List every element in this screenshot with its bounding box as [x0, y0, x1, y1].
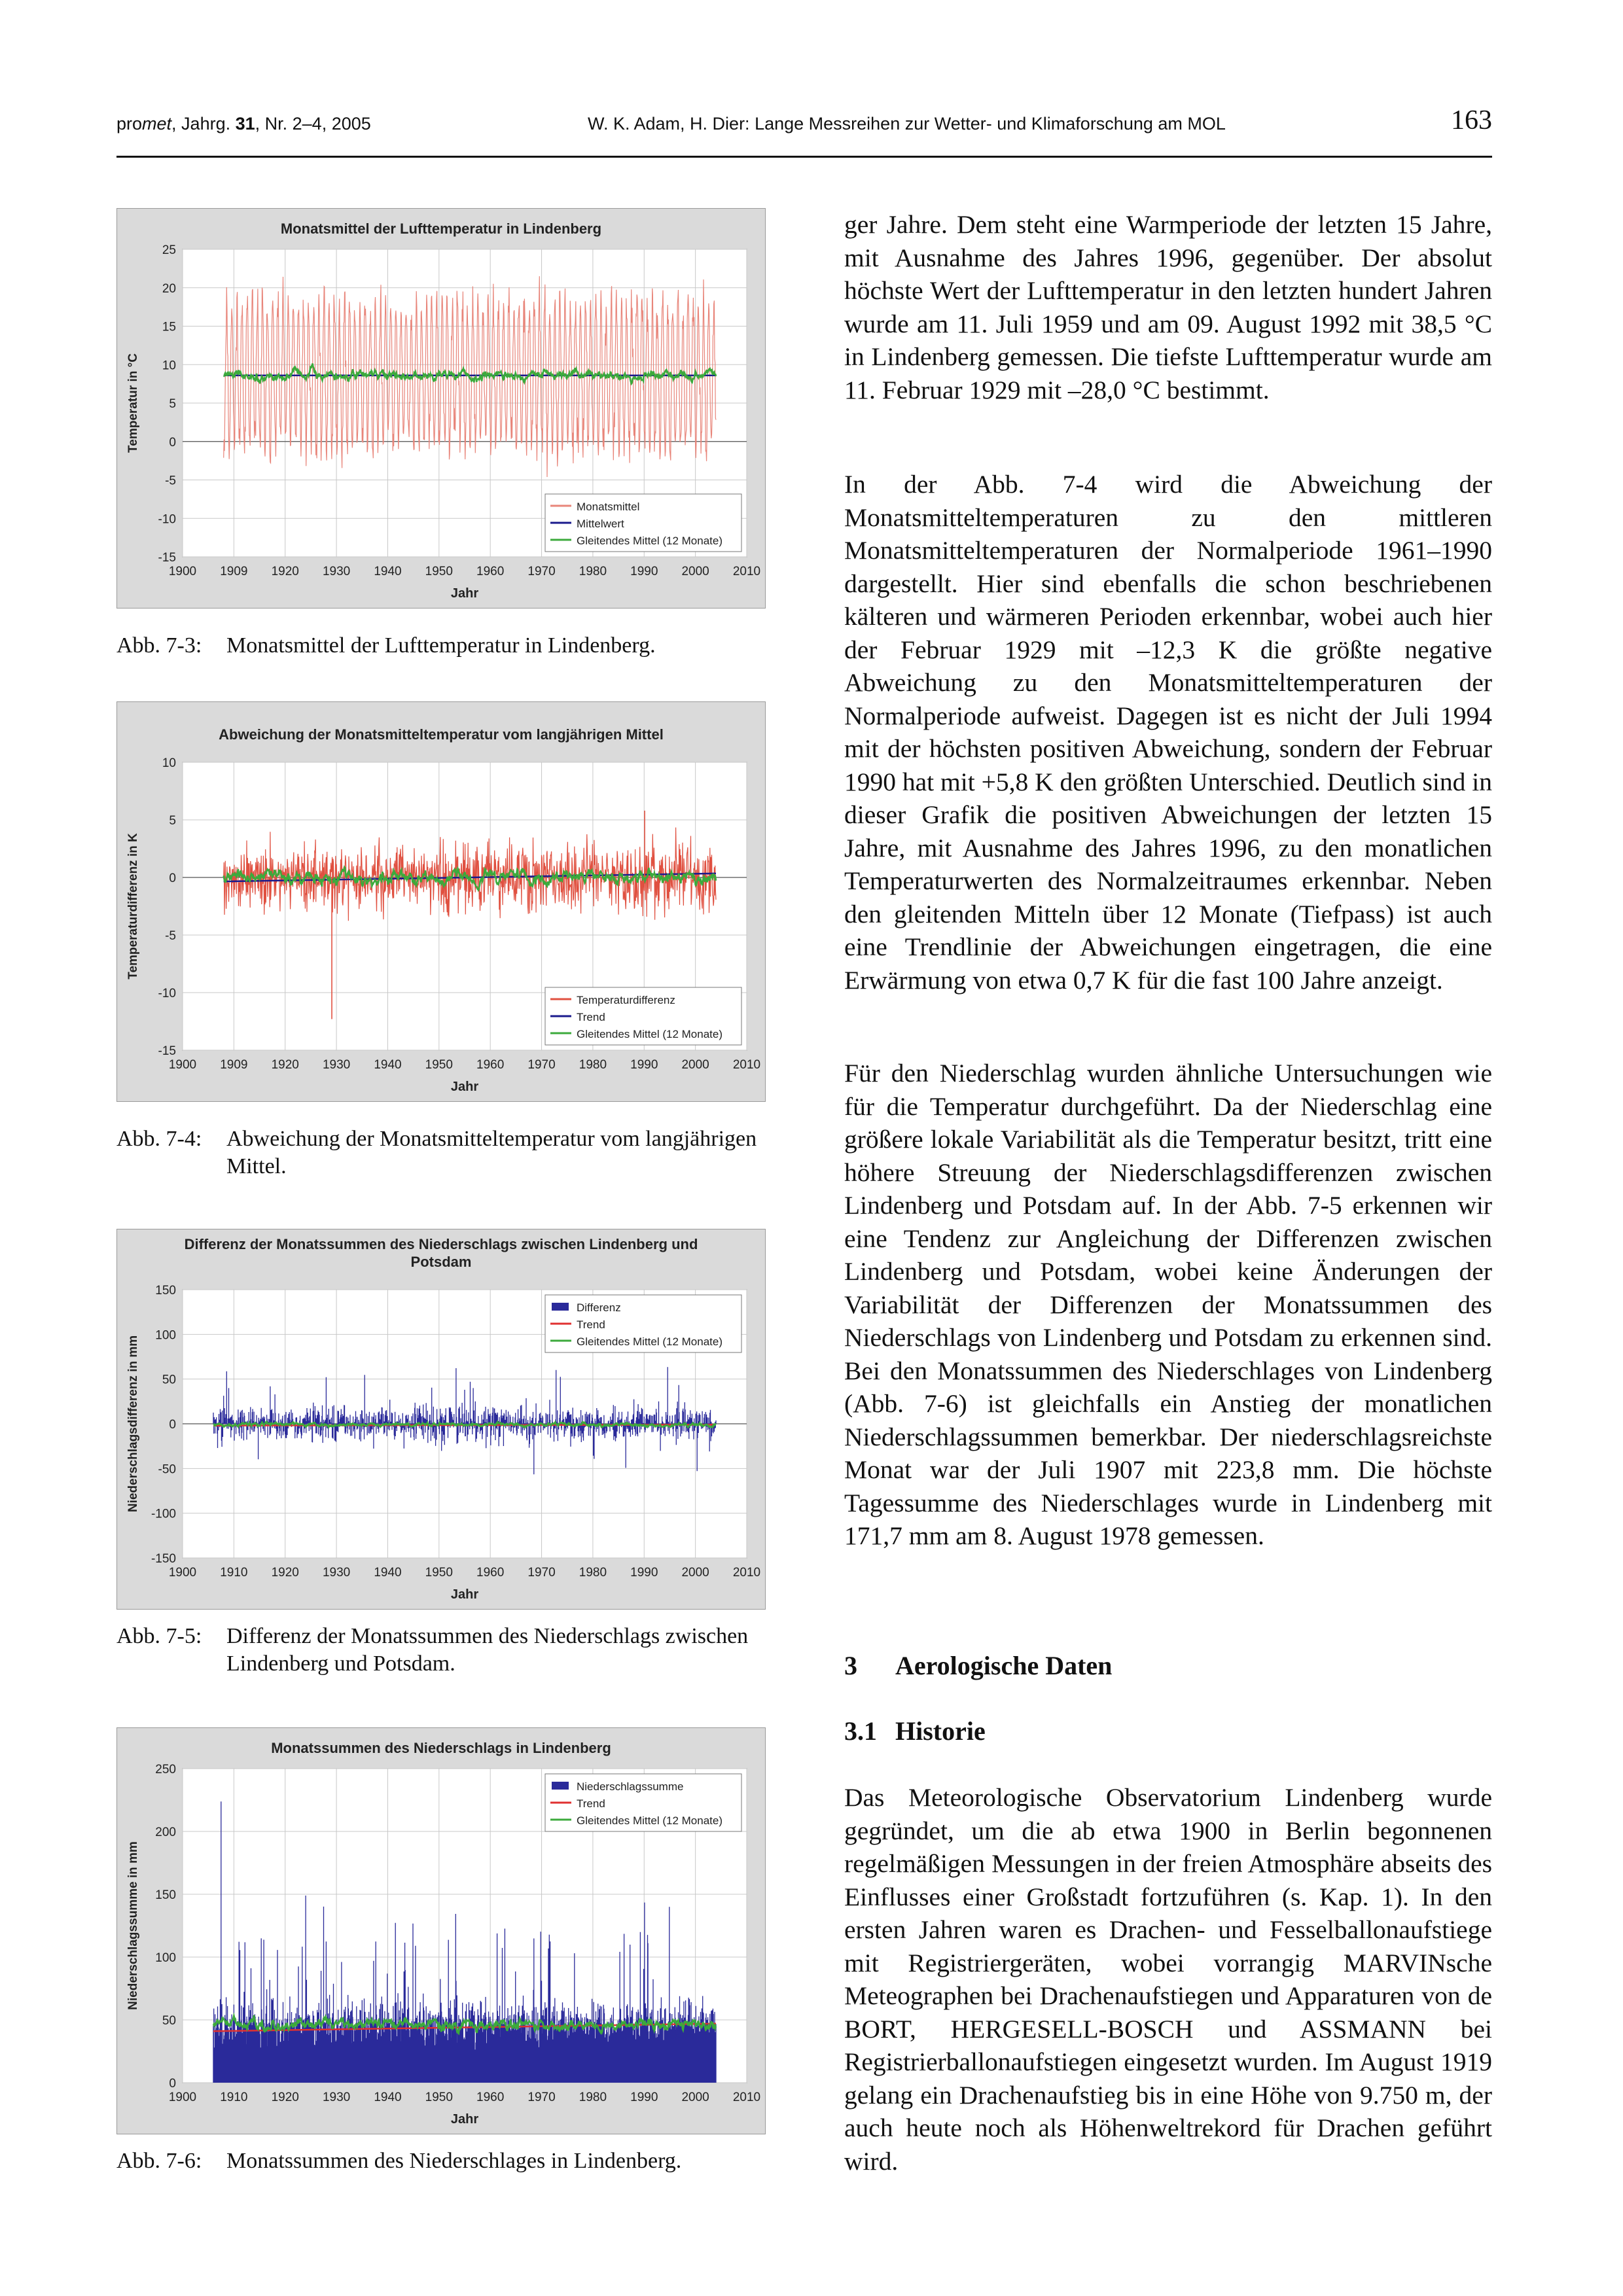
legend-entry: Gleitendes Mittel (12 Monate) — [577, 1335, 722, 1348]
y-tick-label: 20 — [162, 281, 176, 296]
y-axis-label: Temperaturdifferenz in K — [126, 833, 140, 980]
journal-volume: 31 — [235, 114, 255, 133]
x-tick-label: 1970 — [527, 2091, 556, 2104]
section-heading — [844, 1650, 1112, 1681]
legend-entry: Temperaturdifferenz — [577, 994, 675, 1006]
paragraph-4 — [844, 1781, 1492, 2178]
legend-entry: Gleitendes Mittel (12 Monate) — [577, 535, 722, 547]
y-tick-label: 150 — [155, 1888, 176, 1902]
x-axis-label: Jahr — [450, 586, 479, 601]
chart-title: Differenz der Monatssummen des Niederschlags zwischen Lindenberg und — [184, 1236, 698, 1252]
caption-text: Differenz der Monatssummen des Niederschlags zwischen Lindenberg und Potsdam. — [226, 1624, 749, 1676]
y-tick-label: 250 — [155, 1763, 176, 1776]
x-tick-label: 1930 — [322, 1058, 351, 1072]
legend-entry: Mittelwert — [577, 518, 624, 530]
section-number: 3 — [844, 1651, 857, 1680]
y-tick-label: 10 — [162, 359, 176, 373]
figure-7-6-chart — [116, 1727, 766, 2134]
x-tick-label: 1950 — [425, 565, 453, 578]
subsection-number: 3.1 — [844, 1716, 877, 1746]
caption-label: Abb. 7-3: — [116, 633, 202, 658]
x-tick-label: 1980 — [579, 565, 607, 578]
x-tick-label: 2000 — [681, 1058, 709, 1072]
subsection-title: Historie — [895, 1716, 986, 1746]
x-tick-label: 2010 — [732, 2091, 761, 2104]
y-tick-label: 5 — [169, 397, 176, 411]
caption-text: Monatssummen des Niederschlages in Lindenberg. — [226, 2149, 682, 2173]
x-tick-label: 2010 — [732, 1058, 761, 1072]
paragraph-1 — [844, 208, 1492, 406]
x-axis-label: Jahr — [450, 1080, 479, 1094]
legend-entry: Trend — [577, 1318, 605, 1331]
chart-title: Monatsmittel der Lufttemperatur in Lindenberg — [280, 221, 602, 237]
x-tick-label: 1940 — [374, 1058, 402, 1072]
y-tick-label: 25 — [162, 243, 176, 257]
paragraph-3 — [844, 1057, 1492, 1553]
y-tick-label: 100 — [155, 1951, 176, 1965]
x-tick-label: 1909 — [220, 1058, 248, 1072]
legend-entry: Trend — [577, 1011, 605, 1023]
x-axis-label: Jahr — [450, 1587, 479, 1602]
x-tick-label: 2010 — [732, 565, 761, 578]
chart-svg — [117, 209, 765, 608]
y-tick-label: 100 — [155, 1328, 176, 1343]
paragraph-2-text: In der Abb. 7-4 wird die Abweichung der Monatsmitteltemperaturen zu den mittleren Monatsmitteltemperaturen der Normalperiode 1961–1990 dargestellt. Hier sind ebenfalls die schon beschriebenen kälteren und wärmeren Perioden erkennbar, wobei auch hier der Februar 1929 mit –12,3 K die größte negative Abweichung zu den Monatsmitteltemperaturen der Normalperiode aufweist. Dagegen ist es nicht der Juli 1994 mit der höchsten positiven Abweichung, sondern der Februar 1990 hat mit +5,8 K den größten Unterschied. Deutlich sind in dieser Grafik die positiven Abweichungen der letzten 15 Jahre, mit Ausnahme des Jahres 1996, zu den monatlichen Temperaturwerten des Normalzeitraumes erkennbar. Neben den gleitenden Mitteln über 12 Monate (Tiefpass) ist auch eine Trendlinie der Abweichungen eingetragen, die eine Erwärmung von etwa 0,7 K für die fast 100 Jahre anzeigt. — [844, 470, 1492, 995]
x-tick-label: 1970 — [527, 565, 556, 578]
y-tick-label: -100 — [151, 1507, 176, 1521]
x-tick-label: 1980 — [579, 2091, 607, 2104]
y-tick-label: -15 — [158, 551, 176, 565]
caption-text: Monatsmittel der Lufttemperatur in Lindenberg. — [226, 633, 656, 658]
running-header — [116, 105, 1492, 157]
x-tick-label: 1990 — [630, 1058, 658, 1072]
caption-label: Abb. 7-6: — [116, 2149, 202, 2173]
x-tick-label: 1990 — [630, 565, 658, 578]
y-tick-label: -10 — [158, 512, 176, 527]
x-tick-label: 1930 — [322, 2091, 351, 2104]
subsection-heading — [844, 1716, 986, 1746]
x-tick-label: 1970 — [527, 1058, 556, 1072]
section-title: Aerologische Daten — [895, 1651, 1113, 1680]
y-tick-label: -5 — [165, 929, 176, 943]
caption-text: Abweichung der Monatsmitteltemperatur vom langjährigen Mittel. — [226, 1127, 757, 1178]
paragraph-3-text: Für den Niederschlag wurden ähnliche Untersuchungen wie für die Temperatur durchgeführt. Da der Niederschlag eine größere lokale Variabilität als die Temperatur besitzt, tritt eine höhere Streuung der Niederschlagsdifferenzen zwischen Lindenberg und Potsdam auf. In der Abb. 7-5 erkennen wir eine Tendenz zur Angleichung der Differenzen zwischen Lindenberg und Potsdam, wobei keine Änderungen der Variabilität der Differenzen der Monatssummen des Niederschlags von Lindenberg und Potsdam zu erkennen sind. Bei den Monatssummen des Niederschlages von Lindenberg (Abb. 7-6) ist gleichfalls ein Anstieg der monatlichen Niederschlagssummen bemerkbar. Der niederschlagsreichste Monat war der Juli 1907 mit 223,8 mm. Die höchste Tagessumme des Niederschlages wurde in Lindenberg mit 171,7 mm am 8. August 1978 gemessen. — [844, 1059, 1492, 1550]
x-tick-label: 1950 — [425, 2091, 453, 2104]
figure-7-3-chart — [116, 208, 766, 609]
y-tick-label: 50 — [162, 2014, 176, 2028]
y-tick-label: 50 — [162, 1373, 176, 1387]
x-axis-label: Jahr — [450, 2112, 479, 2127]
x-tick-label: 1990 — [630, 2091, 658, 2104]
figure-7-5-chart — [116, 1229, 766, 1610]
x-tick-label: 1980 — [579, 1058, 607, 1072]
chart-svg — [117, 702, 765, 1101]
header-rule — [116, 156, 1492, 158]
x-tick-label: 2000 — [681, 565, 709, 578]
x-tick-label: 1940 — [374, 1566, 402, 1580]
caption-label: Abb. 7-4: — [116, 1127, 202, 1151]
legend-entry: Monatsmittel — [577, 501, 640, 513]
x-tick-label: 1960 — [476, 1566, 505, 1580]
x-tick-label: 1900 — [168, 565, 197, 578]
x-tick-label: 1930 — [322, 1566, 351, 1580]
x-tick-label: 2000 — [681, 2091, 709, 2104]
journal-name-brand: met — [142, 114, 172, 133]
journal-issue: , Nr. 2–4, 2005 — [255, 114, 371, 133]
y-tick-label: -50 — [158, 1462, 176, 1477]
journal-citation — [116, 114, 371, 134]
y-tick-label: -10 — [158, 987, 176, 1000]
y-axis-label: Niederschlagsdifferenz in mm — [126, 1335, 140, 1513]
x-tick-label: 2000 — [681, 1566, 709, 1580]
y-tick-label: 0 — [169, 1418, 176, 1432]
x-tick-label: 2010 — [732, 1566, 761, 1580]
legend-entry: Niederschlagssumme — [577, 1780, 684, 1793]
chart-title: Abweichung der Monatsmitteltemperatur vom langjährigen Mittel — [219, 726, 664, 743]
x-tick-label: 1940 — [374, 2091, 402, 2104]
y-tick-label: 15 — [162, 320, 176, 334]
x-tick-label: 1920 — [271, 565, 299, 578]
x-tick-label: 1970 — [527, 1566, 556, 1580]
y-tick-label: 150 — [155, 1284, 176, 1298]
legend-entry: Trend — [577, 1797, 605, 1810]
x-tick-label: 1900 — [168, 2091, 197, 2104]
chart-title: Potsdam — [410, 1254, 472, 1270]
x-tick-label: 1910 — [220, 2091, 248, 2104]
x-tick-label: 1910 — [220, 1566, 248, 1580]
x-tick-label: 1980 — [579, 1566, 607, 1580]
y-tick-label: -15 — [158, 1044, 176, 1058]
x-tick-label: 1920 — [271, 1566, 299, 1580]
paragraph-4-text: Das Meteorologische Observatorium Lindenberg wurde gegründet, um die ab etwa 1900 in Berlin begonnenen regelmäßigen Messungen in der freien Atmosphäre abseits des Einflusses einer Großstadt fortzuführen (s. Kap. 1). In den ersten Jahren waren es Drachen- und Fesselballonaufstiege mit Registriergeräten, wobei vorrangig MARVINsche Meteographen bei Drachenaufstiegen und Apparaturen von de BORT, HERGESELL-BOSCH und ASSMANN bei Registrierballonaufstiegen eingesetzt wurden. Im August 1919 gelang ein Drachenaufstieg bis in eine Höhe von 9.750 m, der auch heute noch als Höhenweltrekord für Drachen geführt wird. — [844, 1783, 1492, 2176]
y-tick-label: 5 — [169, 814, 176, 828]
y-axis-label: Temperatur in °C — [126, 353, 140, 453]
legend-entry: Differenz — [577, 1301, 621, 1314]
x-tick-label: 1940 — [374, 565, 402, 578]
x-tick-label: 1920 — [271, 2091, 299, 2104]
x-tick-label: 1909 — [220, 565, 248, 578]
figure-7-4-chart — [116, 701, 766, 1102]
caption-label: Abb. 7-5: — [116, 1624, 202, 1648]
chart-svg — [117, 1229, 765, 1609]
page-number: 163 — [1451, 105, 1492, 135]
y-tick-label: 10 — [162, 756, 176, 770]
y-tick-label: 0 — [169, 435, 176, 450]
x-tick-label: 1900 — [168, 1058, 197, 1072]
x-tick-label: 1950 — [425, 1058, 453, 1072]
legend-entry: Gleitendes Mittel (12 Monate) — [577, 1814, 722, 1827]
chart-title: Monatssummen des Niederschlags in Lindenberg — [271, 1740, 611, 1756]
x-tick-label: 1920 — [271, 1058, 299, 1072]
journal-volume-label: , Jahrg. — [171, 114, 236, 133]
x-tick-label: 1960 — [476, 565, 505, 578]
paragraph-2 — [844, 468, 1492, 997]
legend-swatch — [552, 1303, 569, 1311]
chart-svg — [117, 1728, 765, 2134]
x-tick-label: 1960 — [476, 1058, 505, 1072]
y-tick-label: -150 — [151, 1552, 176, 1566]
x-tick-label: 1930 — [322, 565, 351, 578]
y-tick-label: 0 — [169, 872, 176, 885]
x-tick-label: 1950 — [425, 1566, 453, 1580]
legend-swatch — [552, 1782, 569, 1790]
y-axis-label: Niederschlagssumme in mm — [126, 1841, 140, 2010]
journal-name-prefix: pro — [116, 114, 143, 133]
y-tick-label: 200 — [155, 1826, 176, 1839]
x-tick-label: 1990 — [630, 1566, 658, 1580]
paragraph-1-text: ger Jahre. Dem steht eine Warmperiode der letzten 15 Jahre, mit Ausnahme des Jahres 1996, gegenüber. Der absolut höchste Wert der Lufttemperatur in den letzten hundert Jahren wurde am 11. Juli 1959 und am 09. August 1992 mit 38,5 °C in Lindenberg gemessen. Die tiefste Lufttemperatur wurde am 11. Februar 1929 mit –28,0 °C bestimmt. — [844, 210, 1492, 404]
y-tick-label: -5 — [165, 474, 176, 488]
y-tick-label: 0 — [169, 2077, 176, 2091]
legend-entry: Gleitendes Mittel (12 Monate) — [577, 1028, 722, 1040]
x-tick-label: 1900 — [168, 1566, 197, 1580]
x-tick-label: 1960 — [476, 2091, 505, 2104]
article-title-header: W. K. Adam, H. Dier: Lange Messreihen zur Wetter- und Klimaforschung am MOL — [588, 114, 1226, 133]
